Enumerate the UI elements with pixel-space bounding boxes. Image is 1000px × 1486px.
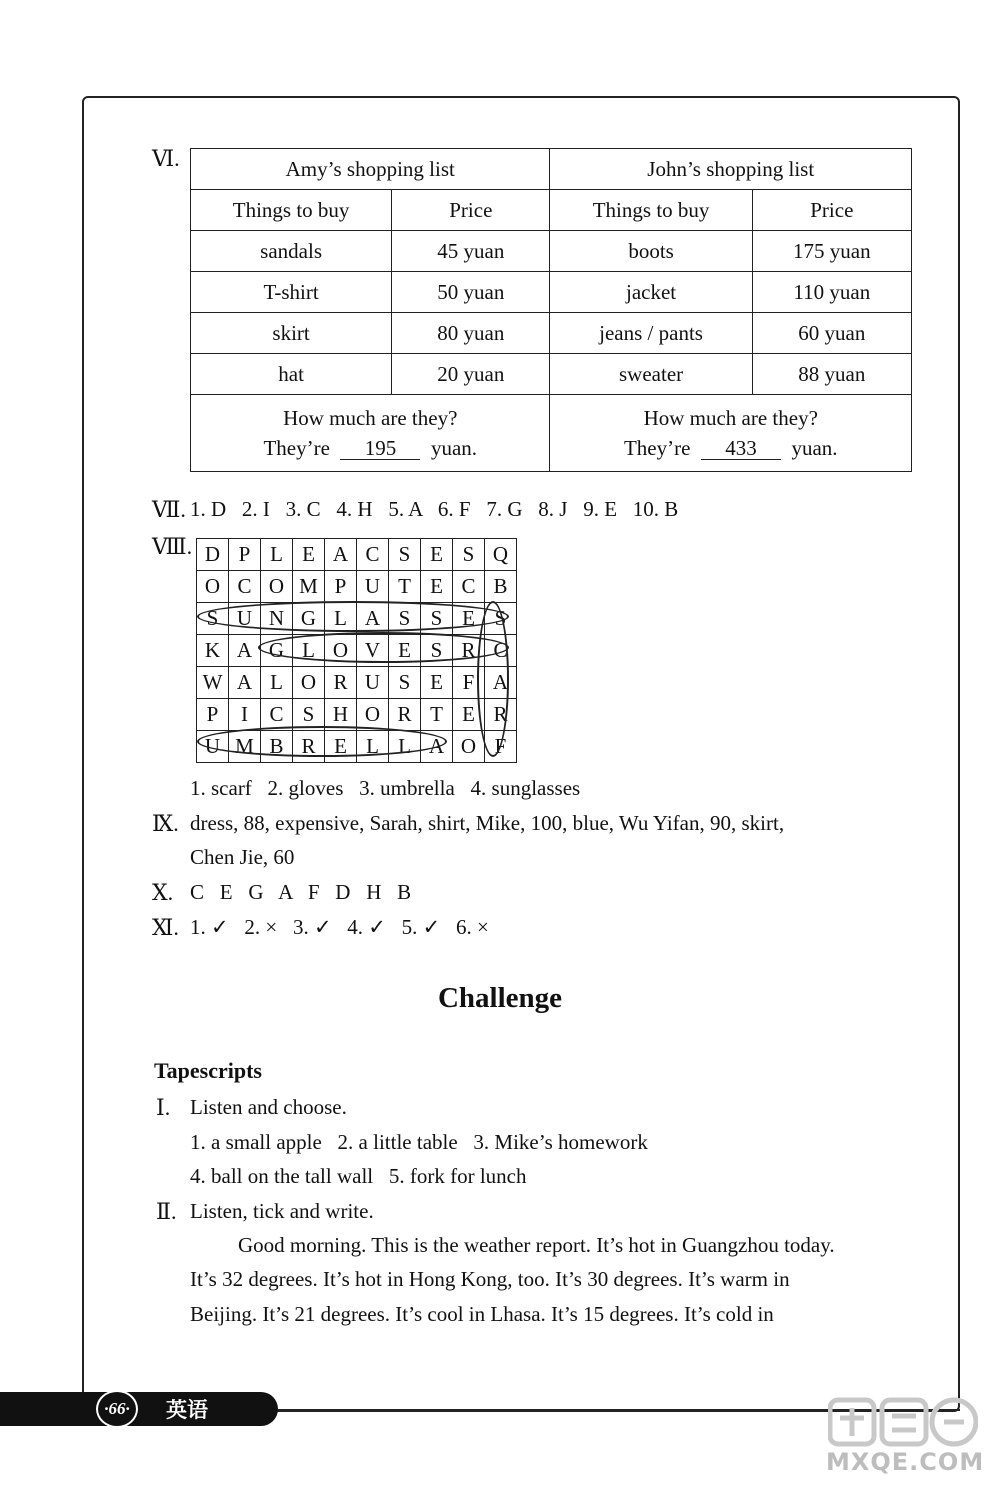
john-price: 175 yuan [752,231,911,272]
section-6-label: Ⅵ. [152,146,180,171]
grid-cell: E [453,699,485,731]
john-header: John’s shopping list [550,149,912,190]
grid-cell: A [357,603,389,635]
grid-cell: U [357,667,389,699]
amy-price: 50 yuan [392,272,550,313]
grid-cell: F [453,667,485,699]
grid-cell: L [261,667,293,699]
section-8-answers: 1. scarf 2. gloves 3. umbrella 4. sunglasses [190,776,581,800]
grid-cell: G [261,635,293,667]
grid-cell: O [293,667,325,699]
grid-cell: E [421,667,453,699]
amy-item: T-shirt [191,272,392,313]
grid-cell: S [389,667,421,699]
grid-cell: U [229,603,261,635]
grid-cell: C [261,699,293,731]
john-price: 88 yuan [752,354,911,395]
page-number: ·66· [96,1390,138,1428]
grid-cell: F [485,731,517,763]
john-question: How much are they? [643,406,818,430]
grid-cell: I [229,699,261,731]
grid-cell: W [197,667,229,699]
grid-cell: O [325,635,357,667]
grid-cell: O [453,731,485,763]
grid-cell: M [293,571,325,603]
grid-cell: M [229,731,261,763]
amy-price: 45 yuan [392,231,550,272]
grid-cell: V [357,635,389,667]
challenge-title: Challenge [437,982,563,1014]
col-price-amy: Price [392,190,550,231]
section-11-label: Ⅺ. [152,915,179,940]
grid-cell: P [325,571,357,603]
footer-band [0,1392,278,1426]
section-9-line-1: dress, 88, expensive, Sarah, shirt, Mike, 100, blue, Wu Yifan, 90, skirt, [190,811,785,835]
grid-cell: A [421,731,453,763]
john-total: 433 [701,437,781,460]
john-answer-prefix: They’re [623,436,691,460]
watermark-logo-icon [828,1396,978,1450]
john-price: 60 yuan [752,313,911,354]
circled-word-gloves [258,632,509,663]
john-price: 110 yuan [752,272,911,313]
grid-cell: C [453,571,485,603]
grid-cell: E [293,539,325,571]
grid-cell: H [325,699,357,731]
grid-cell: E [453,603,485,635]
amy-price: 80 yuan [392,313,550,354]
grid-cell: L [357,731,389,763]
grid-cell: S [389,603,421,635]
grid-cell: C [485,635,517,667]
grid-cell: O [261,571,293,603]
col-price-john: Price [752,190,911,231]
grid-cell: L [389,731,421,763]
grid-cell: A [485,667,517,699]
part-1-title: Listen and choose. [190,1095,347,1119]
part-2-title: Listen, tick and write. [190,1199,374,1223]
grid-cell: S [421,603,453,635]
col-things-amy: Things to buy [191,190,392,231]
section-10-label: Ⅹ. [152,880,174,905]
grid-cell: A [325,539,357,571]
grid-cell: U [357,571,389,603]
grid-cell: S [421,635,453,667]
amy-summary [191,395,550,472]
grid-cell: R [453,635,485,667]
grid-cell: S [485,603,517,635]
section-9-label: Ⅸ. [152,811,179,836]
grid-cell: S [453,539,485,571]
john-summary [550,395,912,472]
section-9-line-2: Chen Jie, 60 [190,845,295,869]
grid-cell: G [293,603,325,635]
part-1-line-2: 4. ball on the tall wall 5. fork for lunch [190,1164,527,1188]
amy-item: sandals [191,231,392,272]
john-answer-suffix: yuan. [791,436,838,460]
grid-cell: D [197,539,229,571]
section-8-label: Ⅷ. [152,534,193,559]
grid-cell: E [389,635,421,667]
grid-cell: R [389,699,421,731]
grid-cell: T [389,571,421,603]
john-item: jeans / pants [550,313,752,354]
tapescripts-heading: Tapescripts [154,1058,262,1083]
grid-cell: O [357,699,389,731]
table-row [191,272,912,313]
grid-cell: O [197,571,229,603]
grid-cell: R [293,731,325,763]
table-row [191,231,912,272]
subject-label: 英语 [166,1398,208,1422]
shopping-table [190,148,912,472]
table-row [191,354,912,395]
grid-cell: K [197,635,229,667]
grid-cell: A [229,667,261,699]
grid-cell: L [293,635,325,667]
amy-total: 195 [340,437,420,460]
grid-cell: U [197,731,229,763]
grid-cell: S [293,699,325,731]
grid-cell: C [229,571,261,603]
grid-cell: A [229,635,261,667]
grid-cell: T [421,699,453,731]
grid-cell: R [485,699,517,731]
amy-answer-prefix: They’re [263,436,330,460]
john-item: sweater [550,354,752,395]
amy-price: 20 yuan [392,354,550,395]
part-1-label: Ⅰ. [156,1095,171,1120]
amy-question: How much are they? [283,406,458,430]
amy-item: hat [191,354,392,395]
grid-cell: R [325,667,357,699]
grid-cell: P [229,539,261,571]
john-item: boots [550,231,752,272]
grid-cell: E [421,539,453,571]
grid-cell: Q [485,539,517,571]
grid-cell: B [485,571,517,603]
amy-item: skirt [191,313,392,354]
grid-cell: B [261,731,293,763]
grid-cell: P [197,699,229,731]
grid-cell: S [197,603,229,635]
circled-word-umbrella [197,726,447,757]
grid-cell: C [357,539,389,571]
amy-header: Amy’s shopping list [191,149,550,190]
grid-cell: E [325,731,357,763]
watermark: MXQE.COM [826,1448,985,1476]
john-item: jacket [550,272,752,313]
part-2-label: Ⅱ. [156,1199,177,1224]
grid-cell: L [261,539,293,571]
grid-cell: L [325,603,357,635]
section-7-label: Ⅶ. [152,497,186,522]
amy-answer-suffix: yuan. [430,436,478,460]
part-2-line-3: Beijing. It’s 21 degrees. It’s cool in Lhasa. It’s 15 degrees. It’s cold in [190,1302,774,1326]
circled-word-scarf [477,601,509,757]
col-things-john: Things to buy [550,190,752,231]
part-2-line-2: It’s 32 degrees. It’s hot in Hong Kong, too. It’s 30 degrees. It’s warm in [190,1267,790,1291]
section-7-answers: 1. D 2. I 3. C 4. H 5. A 6. F 7. G 8. J 9. E 10. B [190,497,679,521]
circled-word-sunglasses [197,601,509,632]
grid-cell: E [421,571,453,603]
section-10-answers: C E G A F D H B [190,880,412,904]
table-row [191,313,912,354]
grid-row [197,571,517,603]
grid-cell: N [261,603,293,635]
grid-row [197,539,517,571]
section-11-answers: 1. ✓ 2. × 3. ✓ 4. ✓ 5. ✓ 6. × [190,915,489,939]
grid-row [197,667,517,699]
grid-cell: S [389,539,421,571]
part-1-line-1: 1. a small apple 2. a little table 3. Mike’s homework [190,1130,648,1154]
part-2-line-1: Good morning. This is the weather report. It’s hot in Guangzhou today. [238,1233,835,1257]
